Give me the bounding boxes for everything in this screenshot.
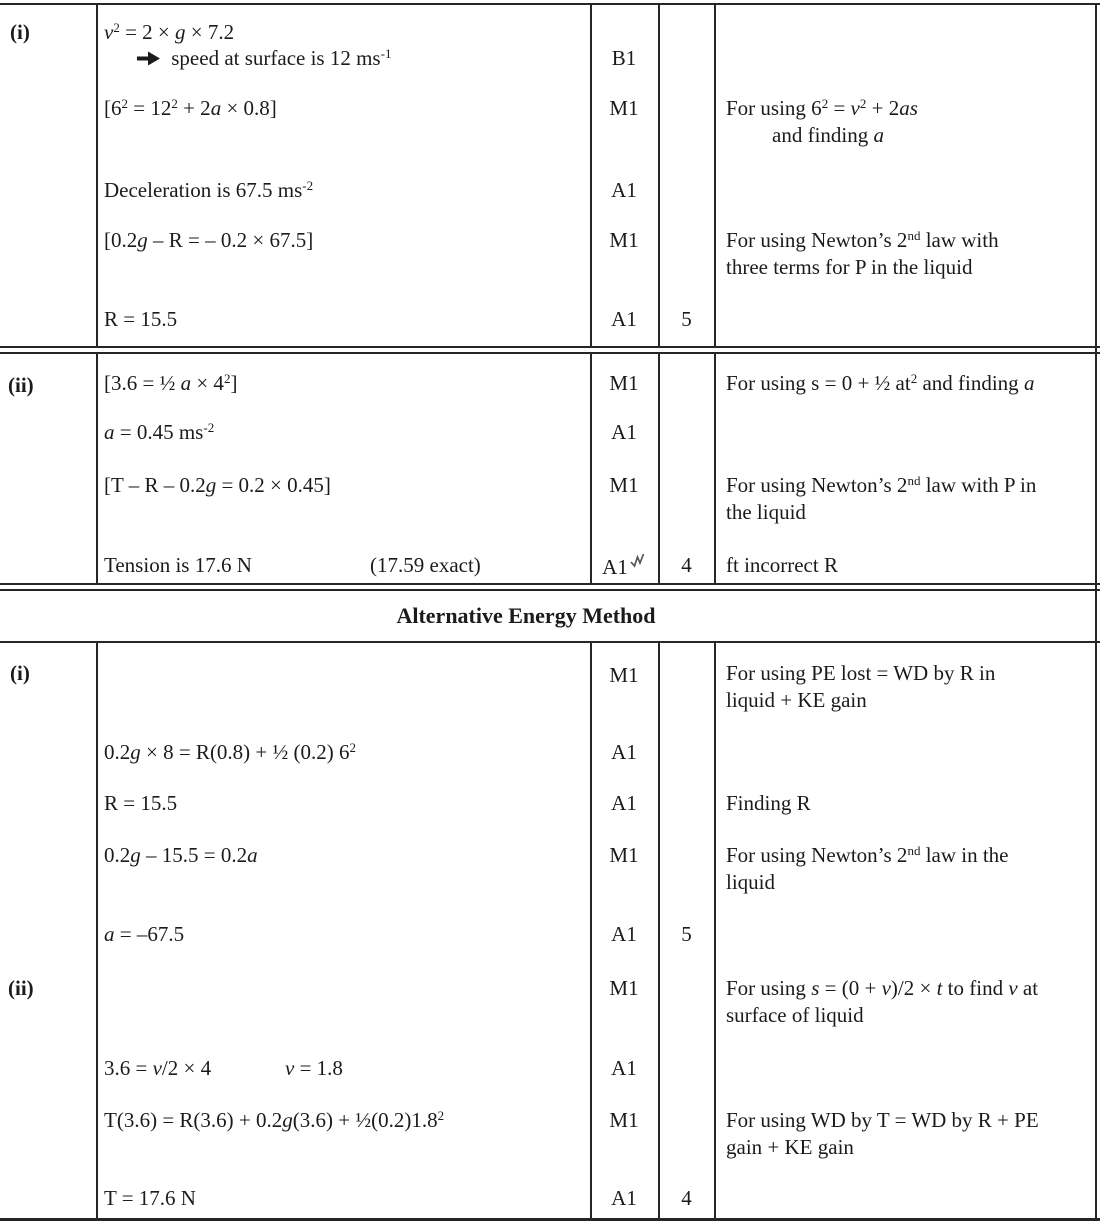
- working-line: [3.6 = ½ $a \times 4^2$]: [104, 371, 238, 395]
- working-line: T = 17.6 N: [104, 1186, 196, 1210]
- grey-tick-icon: [630, 552, 646, 570]
- marks-total: 4: [681, 553, 692, 577]
- comment-line: For using Newton’s 2nd law in the: [726, 843, 1009, 867]
- mark-code: M1: [609, 96, 639, 120]
- comment-line: For using Newton’s 2nd law with P in: [726, 473, 1037, 497]
- comment-line: liquid: [726, 870, 776, 894]
- working-line: speed at surface is 12 $ms^{-1}$: [137, 45, 391, 72]
- mark-code: A1: [611, 307, 637, 331]
- comment-line: ft incorrect R: [726, 553, 838, 577]
- mark-code: M1: [609, 473, 639, 497]
- column-divider: [658, 354, 660, 583]
- comment-line: the liquid: [726, 500, 806, 524]
- mark-code: A1: [611, 178, 637, 202]
- marks-total: 4: [681, 1186, 692, 1210]
- working-line: 0.2g × 8 = R(0.8) + ½ (0.2) $6^2$: [104, 740, 357, 764]
- mark-code: A1: [611, 922, 637, 946]
- mark-code: M1: [609, 663, 639, 687]
- mark-code: A1: [611, 791, 637, 815]
- part-label: (ii): [8, 373, 34, 397]
- mark-code: A1: [591, 552, 657, 579]
- working-line: R = 15.5: [104, 791, 178, 815]
- working-line: a = –67.5: [104, 922, 185, 946]
- working-line: v = 1.8: [285, 1056, 343, 1080]
- working-line: R = 15.5: [104, 307, 178, 331]
- marks-total: 5: [681, 307, 692, 331]
- mark-code: A1: [611, 1056, 637, 1080]
- comment-line: For using $6^2 = v^2 + 2as$: [726, 96, 918, 120]
- comment-line: gain + KE gain: [726, 1135, 854, 1159]
- mark-code: A1: [611, 1186, 637, 1210]
- working-line: Tension is 17.6 N: [104, 553, 252, 577]
- column-divider: [658, 5, 660, 346]
- part-label: (i): [10, 20, 30, 44]
- part-label: (i): [10, 661, 30, 685]
- column-divider: [96, 5, 98, 346]
- working-line: 0.2g – 15.5 = 0.2a: [104, 843, 258, 867]
- comment-line: Finding R: [726, 791, 811, 815]
- column-divider: [714, 5, 716, 346]
- working-line: (17.59 exact): [370, 553, 481, 577]
- comment-line: For using WD by T = WD by R + PE: [726, 1108, 1039, 1132]
- section-title: Alternative Energy Method: [396, 603, 656, 628]
- column-divider: [96, 643, 98, 1218]
- mark-code: A1: [611, 420, 637, 444]
- table-border-bottom: [0, 1218, 1100, 1221]
- working-line: 3.6 = v/2 × 4: [104, 1056, 212, 1080]
- comment-line: For using s = 0 + ½ $at^2$ and finding a: [726, 371, 1035, 395]
- row-divider: [0, 346, 1100, 348]
- comment-line: and finding a: [772, 123, 884, 147]
- mark-code: M1: [609, 976, 639, 1000]
- working-line: Deceleration is 67.5 $ms^{-2}$: [104, 178, 314, 202]
- table-border-right: [1095, 5, 1097, 1218]
- mark-code: M1: [609, 1108, 639, 1132]
- comment-line: For using Newton’s 2nd law with: [726, 228, 999, 252]
- working-line: $T(3.6) = R(3.6) + 0.2g(3.6) + \frac{1}{2}(0.2)1.8^2$: [104, 1108, 445, 1132]
- column-divider: [714, 354, 716, 583]
- mark-code: B1: [611, 46, 637, 70]
- arrow-right-icon: [137, 51, 160, 66]
- working-line: [T – R – 0.2g = 0.2 × 0.45]: [104, 473, 331, 497]
- column-divider: [96, 354, 98, 583]
- row-divider: [0, 589, 1100, 591]
- mark-code: M1: [609, 843, 639, 867]
- working-line: $[6^2 = 12^2 + 2a \times 0.8]$: [104, 96, 277, 120]
- row-divider: [0, 352, 1100, 354]
- mark-code: M1: [609, 371, 639, 395]
- table-border-top: [0, 3, 1100, 5]
- column-divider: [714, 643, 716, 1218]
- mark-code: M1: [609, 228, 639, 252]
- comment-line: surface of liquid: [726, 1003, 864, 1027]
- row-divider: [0, 641, 1100, 643]
- comment-line: liquid + KE gain: [726, 688, 867, 712]
- row-divider: [0, 583, 1100, 585]
- mark-code: A1: [611, 740, 637, 764]
- working-line: [0.2g – R = – 0.2 × 67.5]: [104, 228, 314, 252]
- working-line: a = 0.45 $ms^{-2}$: [104, 420, 215, 444]
- comment-line: For using PE lost = WD by R in: [726, 661, 996, 685]
- part-label: (ii): [8, 976, 34, 1000]
- working-line: $v^2 = 2 \times g \times 7.2$: [104, 20, 235, 44]
- marks-total: 5: [681, 922, 692, 946]
- comment-line: For using s = (0 + v)/2 × t to find v at: [726, 976, 1039, 1000]
- comment-line: three terms for P in the liquid: [726, 255, 973, 279]
